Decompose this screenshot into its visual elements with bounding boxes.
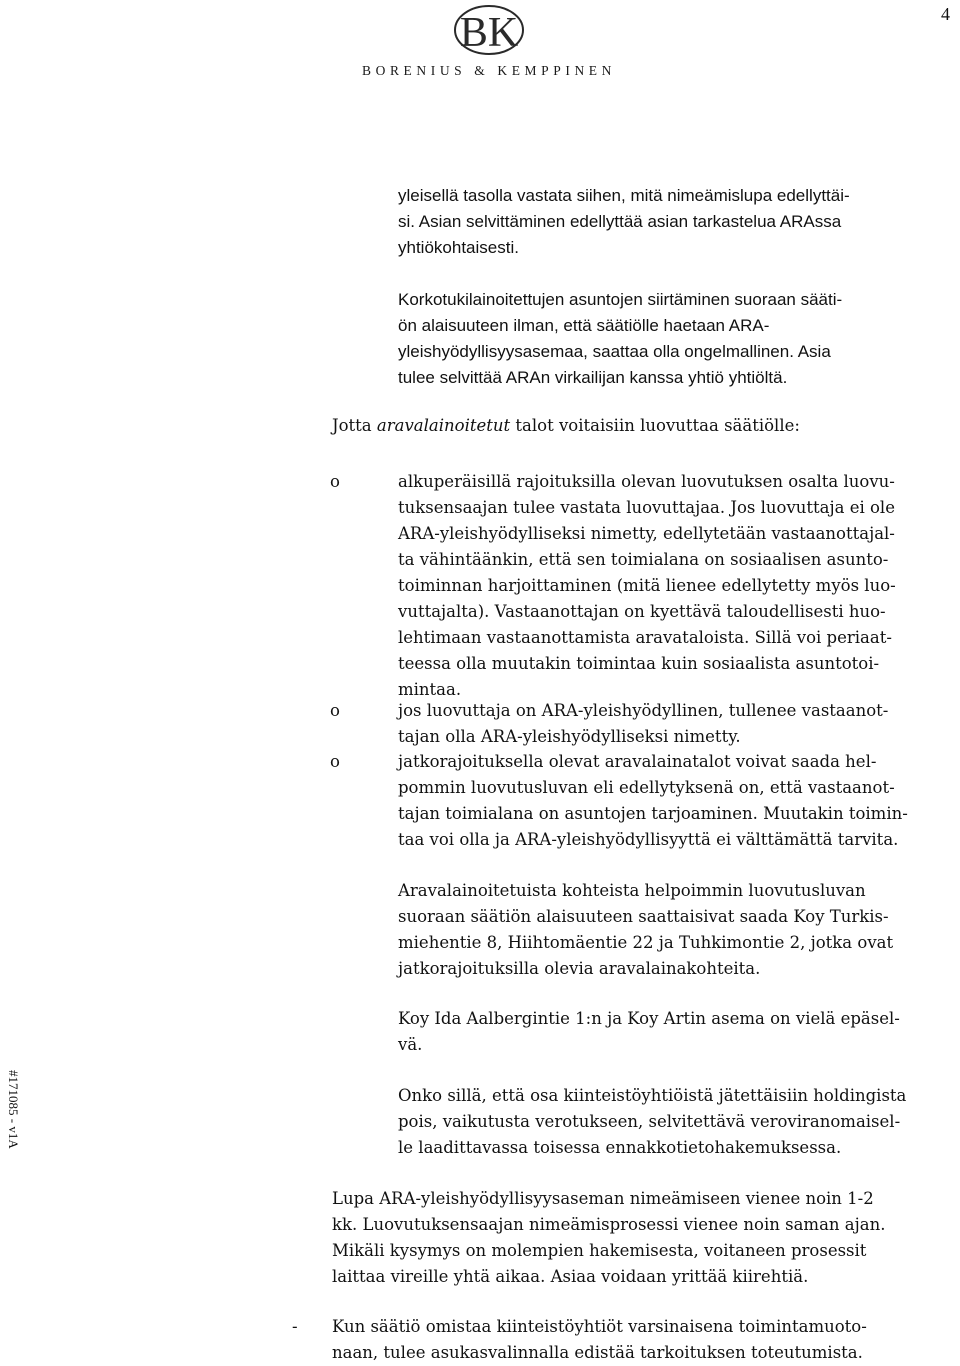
text-line: alkuperäisillä rajoituksilla olevan luovutuksen osalta luovu-: [398, 472, 895, 491]
page-number: 4: [941, 4, 950, 24]
bk-monogram-icon: [446, 2, 532, 58]
text-line: tajan toimialana on asuntojen tarjoaminen. Muutakin toimin-: [398, 804, 908, 823]
text-line: pois, vaikutusta verotukseen, selvitettävä veroviranomaisel-: [398, 1112, 901, 1131]
bullet-marker: o: [330, 701, 340, 720]
emphasis-text: aravalainoitetut: [376, 416, 511, 435]
text-line: le laadittavassa toisessa ennakkotietohakemuksessa.: [398, 1138, 842, 1157]
text-line: si. Asian selvittäminen edellyttää asian tarkastelua ARAssa: [398, 212, 842, 231]
text-line: ta vähintäänkin, että sen toimialana on sosiaalisen asunto-: [398, 550, 889, 569]
text-line: Kun säätiö omistaa kiinteistöyhtiöt varsinaisena toimintamuoto-: [332, 1317, 867, 1336]
text-line: lehtimaan vastaanottamista aravataloista. Sillä voi periaat-: [398, 628, 892, 647]
paragraph-2: [398, 287, 953, 391]
logo-wordmark: BORENIUS & KEMPPINEN: [361, 63, 616, 78]
text-line: naan, tulee asukasvalinnalla edistää tarkoituksen toteutumista.: [332, 1343, 863, 1362]
bullet-item-2: [398, 698, 953, 750]
text-line: miehentie 8, Hiihtomäentie 22 ja Tuhkimontie 2, jotka ovat: [398, 933, 894, 952]
document-id: #171085 - v1A: [6, 1070, 21, 1149]
text-line: Onko sillä, että osa kiinteistöyhtiöistä jätettäisiin holdingista: [398, 1086, 907, 1105]
text-line: Lupa ARA-yleishyödyllisyysaseman nimeämiseen vienee noin 1-2: [332, 1189, 874, 1208]
text-line: Aravalainoitetuista kohteista helpoimmin luovutusluvan: [398, 881, 866, 900]
text-line: suoraan säätiön alaisuuteen saattaisivat saada Koy Turkis-: [398, 907, 889, 926]
text-line: tulee selvittää ARAn virkailijan kanssa yhtiö yhtiöltä.: [398, 368, 788, 387]
text-line: taa voi olla ja ARA-yleishyödyllisyyttä ei välttämättä tarvita.: [398, 830, 899, 849]
bullet-item-1: [398, 469, 953, 703]
bullet-marker: o: [330, 472, 340, 491]
text-line: Mikäli kysymys on molempien hakemisesta, voitaneen prosessit: [332, 1241, 867, 1260]
text-line: laittaa vireille yhtä aikaa. Asiaa voidaan yrittää kiirehtiä.: [332, 1267, 809, 1286]
text-line: Jotta aravalainoitetut talot voitaisiin luovuttaa säätiölle:: [332, 416, 800, 435]
text-line: yleishyödyllisyysasemaa, saattaa olla ongelmallinen. Asia: [398, 342, 831, 361]
text-line: mintaa.: [398, 680, 462, 699]
text-line: toiminnan harjoittaminen (mitä lienee edellytetty myös luo-: [398, 576, 896, 595]
text-line: ön alaisuuteen ilman, että säätiölle haetaan ARA-: [398, 316, 770, 335]
text-line: vä.: [398, 1035, 423, 1054]
paragraph-3: [332, 413, 953, 439]
logo-monogram: BK: [459, 10, 519, 56]
text-line: jatkorajoituksilla olevia aravalainakohteita.: [398, 959, 761, 978]
text-line: jos luovuttaja on ARA-yleishyödyllinen, tullenee vastaanot-: [398, 701, 889, 720]
text-line: tajan olla ARA-yleishyödylliseksi nimetty.: [398, 727, 741, 746]
paragraph-7: [332, 1186, 953, 1290]
text-line: teessa olla muutakin toimintaa kuin sosiaalista asuntotoi-: [398, 654, 880, 673]
text-line: vuttajalta). Vastaanottajan on kyettävä taloudellisesti huo-: [398, 602, 886, 621]
bullet-marker: o: [330, 752, 340, 771]
dash-item-1: [332, 1314, 953, 1366]
text-line: tuksensaajan tulee vastata luovuttajaa. Jos luovuttaja ei ole: [398, 498, 895, 517]
paragraph-4: [398, 878, 953, 982]
text-line: Korkotukilainoitettujen asuntojen siirtäminen suoraan sääti-: [398, 290, 843, 309]
text-line: yleisellä tasolla vastata siihen, mitä nimeämislupa edellyttäi-: [398, 186, 850, 205]
paragraph-6: [398, 1083, 953, 1161]
borenius-kemppinen-logo: [346, 2, 632, 82]
bullet-item-3: [398, 749, 953, 853]
text-line: kk. Luovutuksensaajan nimeämisprosessi vienee noin saman ajan.: [332, 1215, 886, 1234]
text-line: yhtiökohtaisesti.: [398, 238, 519, 257]
text-line: ARA-yleishyödylliseksi nimetty, edellytetään vastaanottajal-: [398, 524, 895, 543]
text-line: jatkorajoituksella olevat aravalainatalot voivat saada hel-: [398, 752, 877, 771]
text-line: Koy Ida Aalbergintie 1:n ja Koy Artin asema on vielä epäsel-: [398, 1009, 900, 1028]
dash-marker: -: [292, 1317, 298, 1336]
paragraph-1: [398, 183, 953, 261]
text-line: pommin luovutusluvan eli edellytyksenä on, että vastaanot-: [398, 778, 895, 797]
paragraph-5: [398, 1006, 953, 1058]
